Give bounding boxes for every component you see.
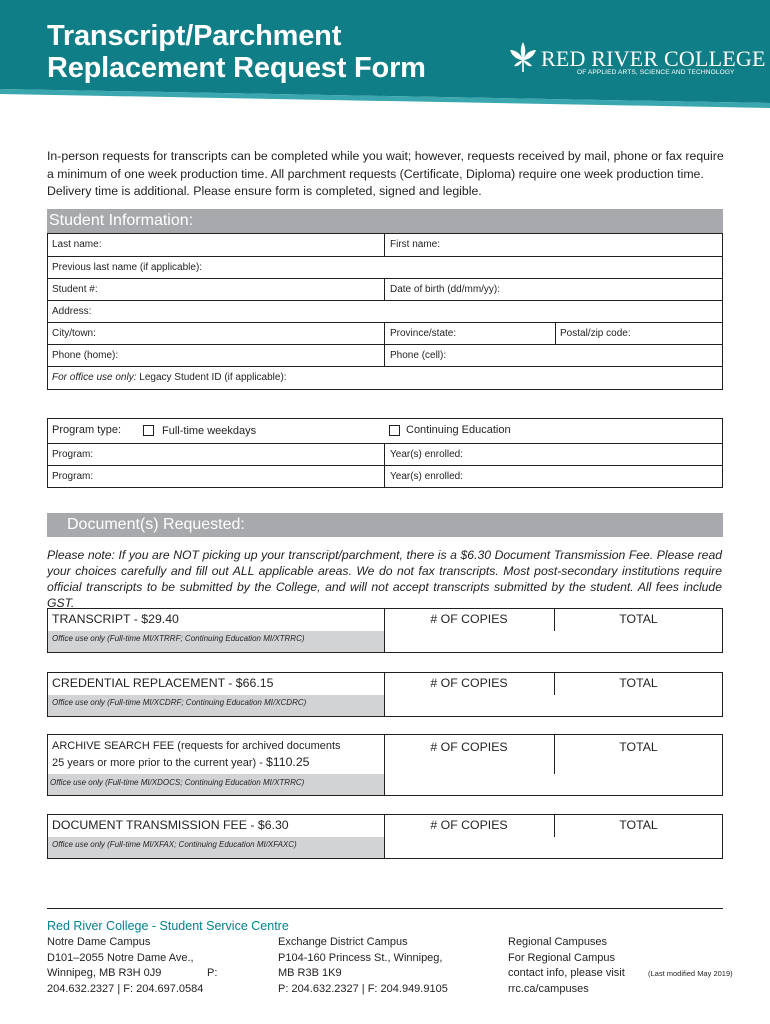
footer-line: P104-160 Princess St., Winnipeg, [278,951,443,964]
office-use-text: Legacy Student ID (if applicable): [136,372,287,383]
archive-office-use-text: Office use only (Full-time MI/XDOCS; Continuing Education MI/XTRRC) [50,778,305,787]
documents-heading-bar [47,513,723,537]
transmission-copies-field[interactable]: # OF COPIES [430,818,508,832]
footer-p-label: P: [207,967,218,979]
college-logo-icon [506,40,540,74]
program-type-label: Program type: [52,424,122,436]
archive-total-field[interactable]: TOTAL [619,740,658,754]
continuing-education-option-label: Continuing Education [406,424,511,436]
city-field[interactable]: City/town: [52,328,96,339]
archive-copies-field[interactable]: # OF COPIES [430,740,508,754]
archive-fee-label-text: 25 years or more prior to the current year) - [52,757,266,769]
row-divider [47,300,723,301]
transcript-office-use-text: Office use only (Full-time MI/XTRRF; Continuing Education MI/XTRRC) [52,634,305,643]
archive-fee-label-line2 [52,755,310,769]
row-divider [47,465,723,466]
phone-home-field[interactable]: Phone (home): [52,350,119,361]
col-divider [384,233,385,256]
footer-line: contact info, please visit [508,967,625,979]
campuses-link[interactable]: rrc.ca/campuses [508,982,589,995]
transmission-office-use [48,837,385,858]
transcript-office-use [48,631,385,652]
first-name-field[interactable]: First name: [390,239,441,250]
college-logo-subtitle: OF APPLIED ARTS, SCIENCE AND TECHNOLOGY [577,69,735,76]
address-field[interactable]: Address: [52,306,92,317]
fulltime-option-label: Full-time weekdays [162,425,257,437]
form-title-line1: Transcript/Parchment [47,20,342,52]
col-divider [384,443,385,488]
date-of-birth-field[interactable]: Date of birth (dd/mm/yy): [390,284,501,295]
intro-paragraph: In-person requests for transcripts can be completed while you wait; however, requests received by mail, phone or fax require a minimum of one week production time. All parchment requests (Certificate, Diploma) require one week production time. Delivery time is additional. Please ensure form is completed, signed and legible. [47,149,724,198]
transcript-total-field[interactable]: TOTAL [619,612,658,626]
last-modified: (Last modified May 2019) [648,969,733,978]
years-enrolled-field-2[interactable]: Year(s) enrolled: [390,471,464,482]
footer-notre-dame [47,935,203,997]
col-divider [384,322,385,366]
transmission-office-use-text: Office use only (Full-time MI/XFAX; Continuing Education MI/XFAXC) [52,840,297,849]
last-name-field[interactable]: Last name: [52,239,102,250]
student-info-heading-bar [47,209,723,233]
continuing-education-checkbox[interactable] [389,425,400,436]
documents-heading: Document(s) Requested: [67,516,245,533]
archive-fee-price: $110.25 [265,755,310,769]
credential-fee-label: CREDENTIAL REPLACEMENT - $66.15 [52,676,274,690]
archive-fee-label-line1: ARCHIVE SEARCH FEE (requests for archived documents [52,740,341,752]
footer-line: Regional Campuses [508,936,608,948]
program-field-1[interactable]: Program: [52,449,94,460]
credential-office-use [48,695,385,716]
transcript-copies-field[interactable]: # OF COPIES [430,612,508,626]
previous-last-name-field[interactable]: Previous last name (if applicable): [52,262,203,273]
row-divider [47,344,723,345]
province-field[interactable]: Province/state: [390,328,457,339]
fulltime-checkbox[interactable] [143,425,154,436]
years-enrolled-field-1[interactable]: Year(s) enrolled: [390,449,464,460]
row-divider [47,322,723,323]
row-divider [47,443,723,444]
footer-divider [47,908,723,909]
documents-note: Please note: If you are NOT picking up your transcript/parchment, there is a $6.30 Document Transmission Fee. Please read your choices carefully and fill out ALL applicable areas. We do not fax transcripts. Most post-secondary institutions require official transcripts to be submitted by the College, and will not accept transcripts submitted by the student. All fees include GST. [47,548,722,610]
program-field-2[interactable]: Program: [52,471,94,482]
archive-office-use [48,774,385,795]
footer-exchange-district [278,935,448,997]
credential-office-use-text: Office use only (Full-time MI/XCDRF; Continuing Education MI/XCDRC) [52,698,307,707]
college-logo-name: RED RIVER COLLEGE [541,46,766,71]
footer-line: MB R3B 1K9 [278,967,342,979]
footer-title: Red River College - Student Service Centre [47,919,289,933]
col-divider [384,278,385,300]
transmission-fee-label: DOCUMENT TRANSMISSION FEE - $6.30 [52,818,289,832]
footer-line: Notre Dame Campus [47,936,151,948]
row-divider [47,256,723,257]
transcript-fee-label: TRANSCRIPT - $29.40 [52,612,179,626]
office-use-prefix: For office use only: [52,372,137,383]
row-divider [47,366,723,367]
student-number-field[interactable]: Student #: [52,284,98,295]
student-info-heading: Student Information: [49,212,194,229]
phone-cell-field[interactable]: Phone (cell): [390,350,447,361]
footer-line: P: 204.632.2327 | F: 204.949.9105 [278,982,448,995]
footer-regional [508,935,625,997]
legacy-student-id-field[interactable] [52,372,287,383]
header-banner [0,0,770,112]
form-title-line2: Replacement Request Form [47,52,426,84]
postal-code-field[interactable]: Postal/zip code: [560,328,631,339]
footer-line: For Regional Campus [508,951,615,964]
footer-line: Exchange District Campus [278,936,408,948]
footer-line: 204.632.2327 | F: 204.697.0584 [47,982,204,995]
row-divider [47,278,723,279]
credential-copies-field[interactable]: # OF COPIES [430,676,508,690]
footer-line: D101–2055 Notre Dame Ave., [47,951,194,964]
transmission-total-field[interactable]: TOTAL [619,818,658,832]
col-divider [555,322,556,344]
footer-line: Winnipeg, MB R3H 0J9 [47,967,162,979]
credential-total-field[interactable]: TOTAL [619,676,658,690]
